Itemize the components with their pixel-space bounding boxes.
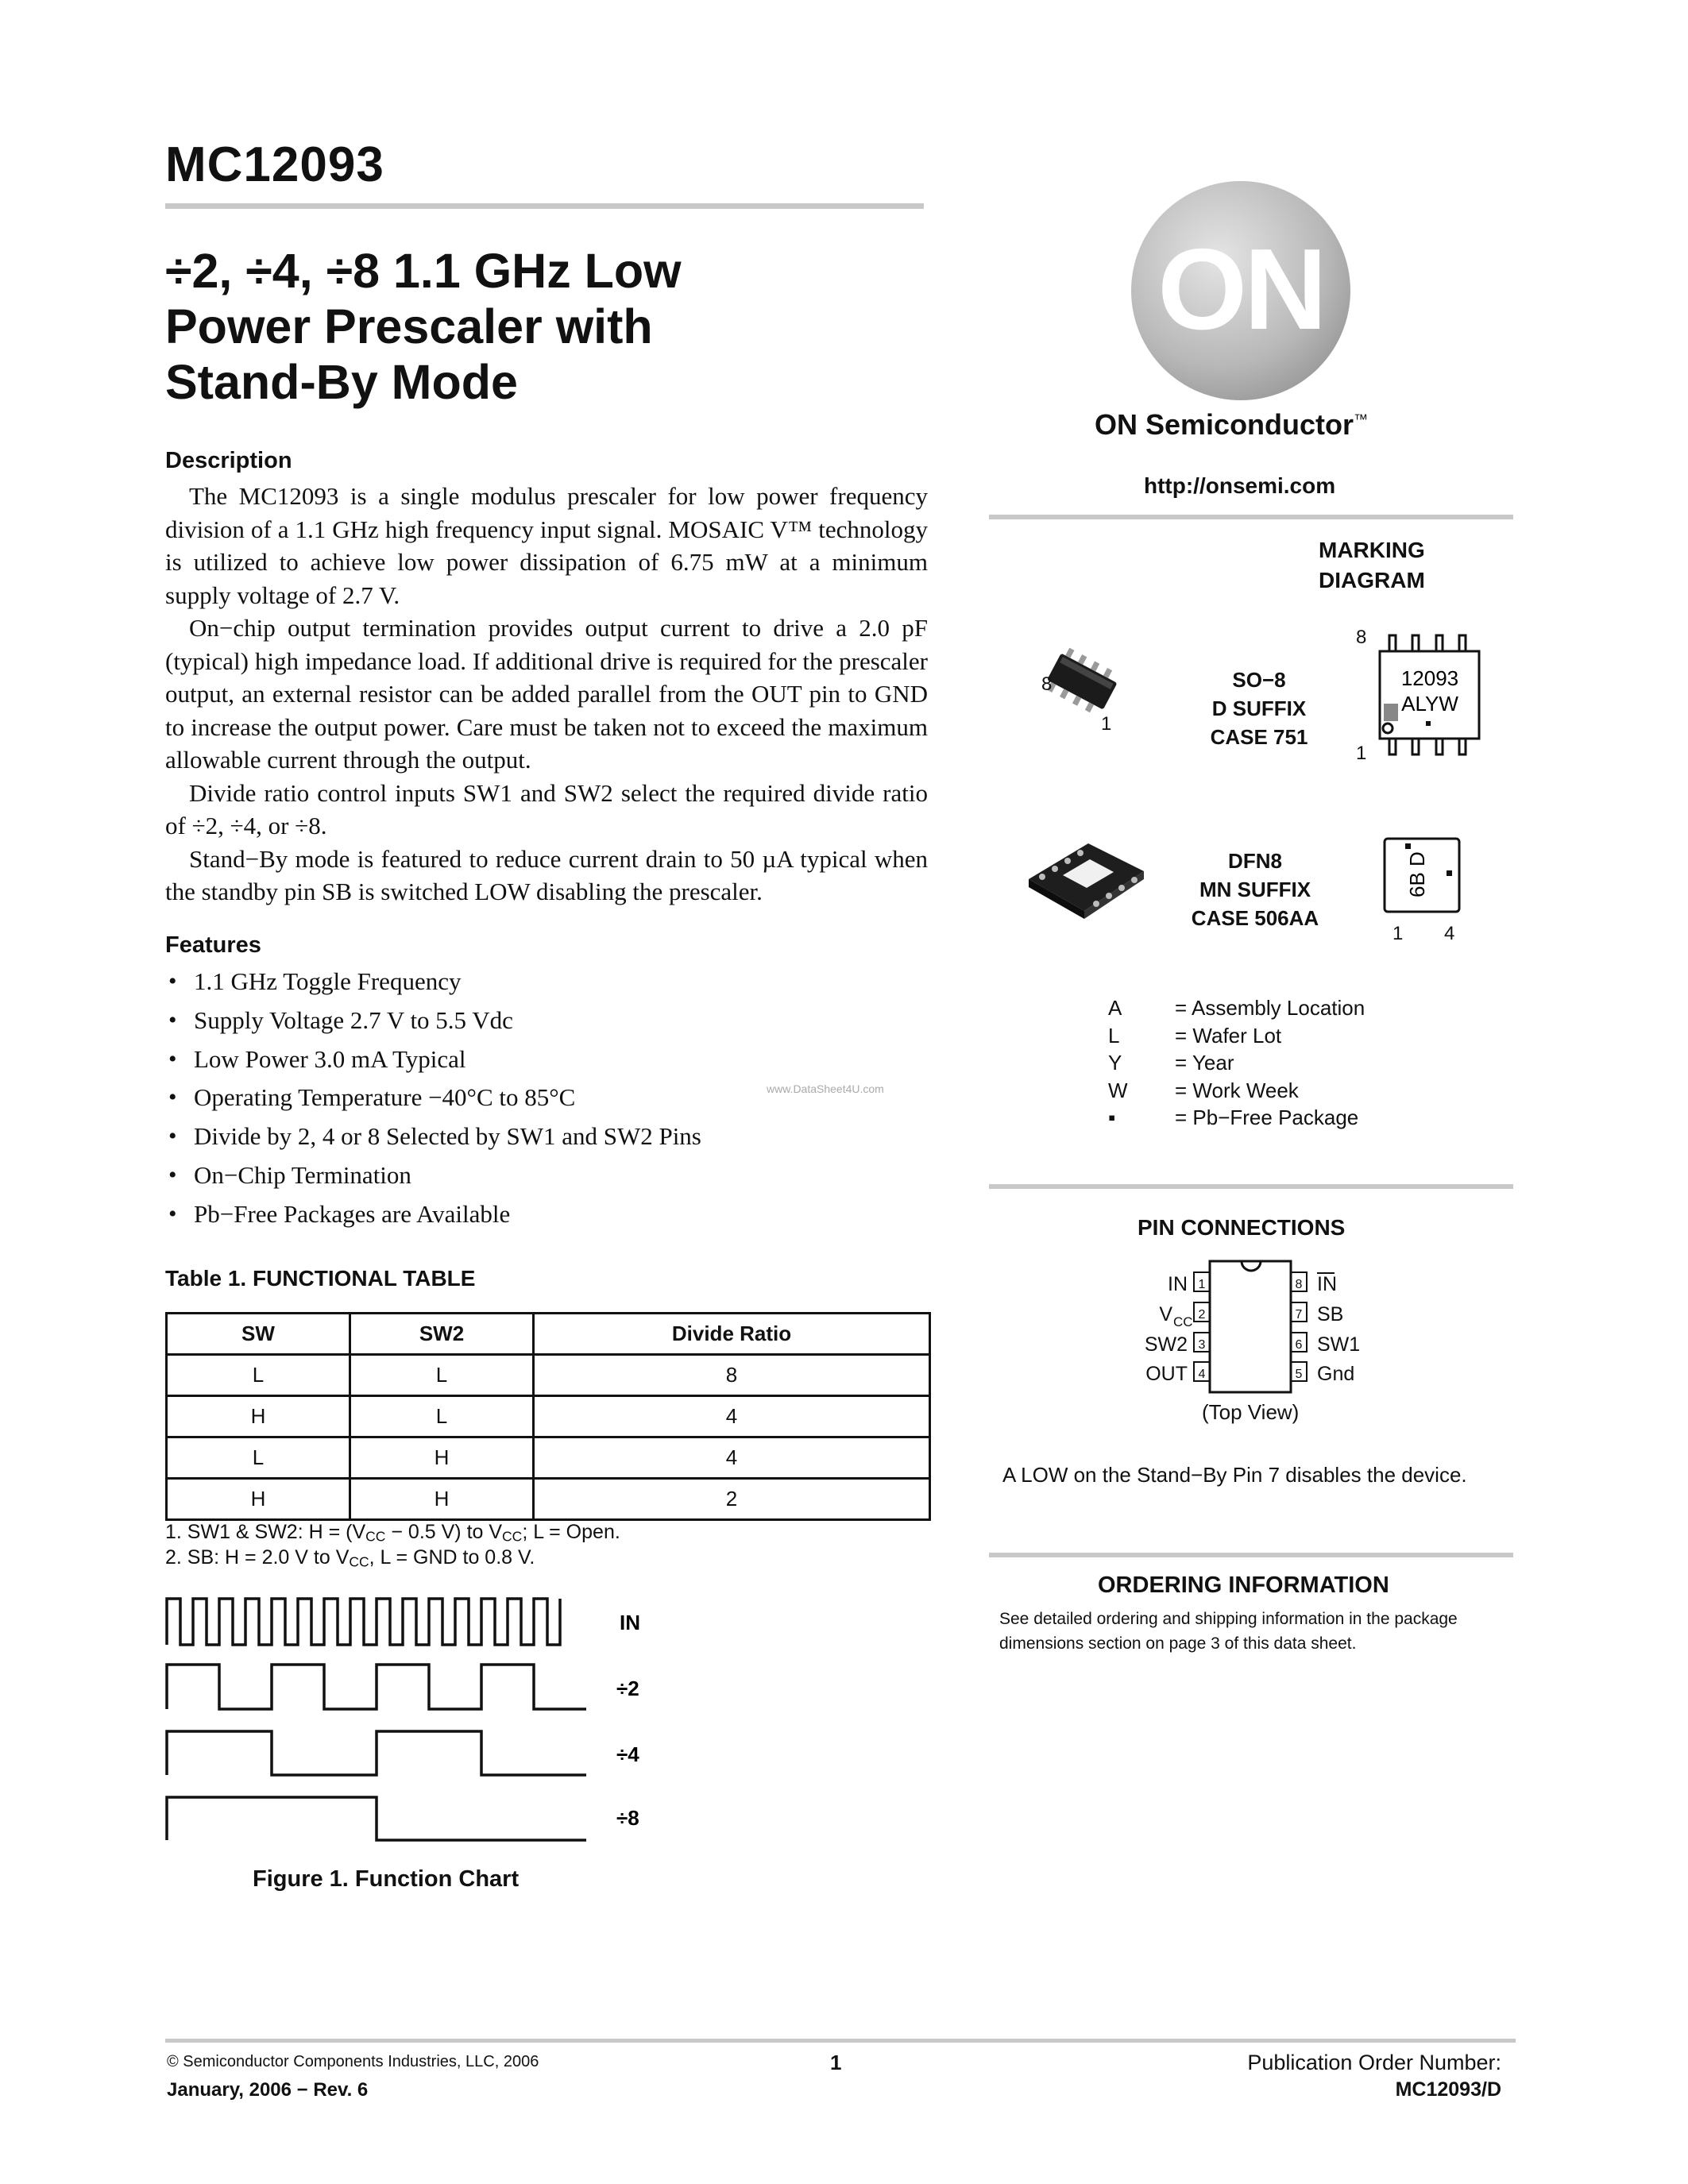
pin-number: 1	[1198, 1278, 1206, 1291]
waveform-label: ÷8	[616, 1806, 639, 1830]
legend-value: = Year	[1175, 1051, 1234, 1075]
so8-pin-label: 8	[1041, 673, 1053, 695]
ordering-info-title: ORDERING INFORMATION	[1098, 1572, 1389, 1598]
note-text: 2. SB: H = 2.0 V to V	[165, 1546, 350, 1569]
publication-label: Publication Order Number:	[1247, 2051, 1501, 2074]
pin-number: 8	[1295, 1278, 1303, 1291]
table-notes	[165, 1519, 620, 1570]
table-cell: L	[167, 1355, 350, 1396]
note-text: ; L = Open.	[522, 1521, 620, 1543]
legend-key: W	[1108, 1078, 1128, 1102]
dfn8-package-label	[1172, 847, 1338, 932]
waveform-div2	[167, 1665, 586, 1709]
copyright-text: © Semiconductor Components Industries, LLC, 2006	[167, 2053, 539, 2070]
features-heading: Features	[165, 932, 261, 958]
marking-code: ALYW	[1401, 692, 1458, 716]
legend-row	[1108, 1104, 1365, 1132]
pin-number: 4	[1198, 1368, 1206, 1381]
section-divider	[989, 1553, 1513, 1557]
waveform-div8	[167, 1797, 586, 1840]
marking-title-line: MARKING	[1319, 538, 1425, 562]
description-paragraph: On−chip output termination provides output current to drive a 2.0 pF (typical) high impedance load. If additional drive is required for the prescaler output, an external resistor can be added parallel from the OUT pin to GND to increase the output power. Care must be taken not to exceed the maximum allowable current through the output.	[165, 614, 928, 774]
note-text: , L = GND to 0.8 V.	[369, 1546, 535, 1569]
logo-text: ON	[1157, 225, 1324, 353]
table-row	[167, 1479, 930, 1520]
function-chart-figure	[159, 1592, 667, 1854]
company-name	[1095, 408, 1368, 442]
title-divider	[165, 203, 924, 209]
note-subscript: CC	[349, 1553, 369, 1570]
pin-number: 2	[1198, 1308, 1206, 1322]
marking-legend	[1108, 994, 1365, 1132]
column-header: SW	[167, 1314, 350, 1355]
feature-item: • Divide by 2, 4 or 8 Selected by SW1 and SW2 Pins	[168, 1119, 931, 1158]
table-row	[167, 1355, 930, 1396]
title-line: ÷2, ÷4, ÷8 1.1 GHz Low	[165, 244, 682, 298]
revision-date: January, 2006 − Rev. 6	[167, 2079, 369, 2101]
website-url[interactable]: http://onsemi.com	[1144, 473, 1336, 498]
table-cell: L	[350, 1355, 534, 1396]
legend-row	[1108, 994, 1365, 1022]
pin-name: SW2	[1144, 1333, 1188, 1356]
waveform-in	[167, 1599, 560, 1645]
legend-key: Y	[1108, 1051, 1122, 1075]
legend-value: = Assembly Location	[1175, 996, 1365, 1020]
waveform-label: IN	[620, 1611, 640, 1634]
pin-name: V	[1159, 1303, 1172, 1325]
pb-free-dot	[1426, 721, 1431, 726]
dfn8-pin-label: 1	[1393, 923, 1404, 944]
waveform-div4	[167, 1731, 586, 1775]
dfn8-package-icon	[1025, 835, 1148, 923]
top-view-label: (Top View)	[1202, 1400, 1300, 1424]
marking-pin-label: 1	[1356, 743, 1367, 764]
feature-item: • Low Power 3.0 mA Typical	[168, 1042, 931, 1081]
pin-connections-diagram	[1136, 1259, 1414, 1398]
pkg-label-line: MN SUFFIX	[1199, 878, 1311, 901]
pin-connections-title: PIN CONNECTIONS	[1138, 1215, 1346, 1240]
legend-value: = Pb−Free Package	[1175, 1106, 1359, 1129]
table-cell: H	[167, 1396, 350, 1437]
pkg-label-line: CASE 506AA	[1191, 906, 1319, 930]
table-cell: 8	[534, 1355, 930, 1396]
waveform-label: ÷4	[616, 1742, 639, 1766]
pin1-marker	[1384, 704, 1398, 721]
note-text: 1. SW1 & SW2: H = (V	[165, 1521, 366, 1543]
waveform-label: ÷2	[616, 1677, 639, 1700]
marking-pin-label: 8	[1356, 627, 1367, 648]
pin-number: 3	[1198, 1338, 1206, 1352]
description-body	[165, 480, 928, 909]
feature-item: • 1.1 GHz Toggle Frequency	[168, 964, 931, 1003]
section-divider	[989, 515, 1513, 519]
pin-name: OUT	[1145, 1363, 1188, 1385]
table-cell: 2	[534, 1479, 930, 1520]
feature-item: • Supply Voltage 2.7 V to 5.5 Vdc	[168, 1003, 931, 1042]
table-cell: 4	[534, 1396, 930, 1437]
pin-name: SB	[1317, 1303, 1344, 1325]
legend-key: A	[1108, 996, 1122, 1020]
table-header-row	[167, 1314, 930, 1355]
watermark-text: www.DataSheet4U.com	[767, 1082, 884, 1095]
on-semiconductor-logo	[1130, 179, 1352, 402]
pin-name: SW1	[1317, 1333, 1361, 1356]
legend-value: = Work Week	[1175, 1078, 1299, 1102]
pkg-label-line: SO−8	[1232, 668, 1286, 692]
legend-row	[1108, 1022, 1365, 1050]
table-cell: H	[350, 1479, 534, 1520]
pkg-label-line: DFN8	[1228, 849, 1282, 873]
dfn8-pin-label: 4	[1444, 923, 1455, 944]
figure-caption: Figure 1. Function Chart	[253, 1866, 520, 1892]
pkg-label-line: D SUFFIX	[1211, 696, 1307, 720]
trademark-symbol: ™	[1354, 411, 1369, 427]
note-subscript: CC	[365, 1528, 386, 1545]
table-row	[167, 1437, 930, 1479]
table-title: Table 1. FUNCTIONAL TABLE	[165, 1266, 476, 1291]
note-text: − 0.5 V) to V	[385, 1521, 503, 1543]
pin-name: IN	[1168, 1273, 1188, 1295]
standby-note: A LOW on the Stand−By Pin 7 disables the device.	[1002, 1463, 1467, 1487]
marking-diagram-title	[1319, 535, 1425, 596]
ordering-info-text: See detailed ordering and shipping information in the package dimensions section on page 3 of this data sheet.	[999, 1610, 1458, 1653]
company-text: ON Semiconductor	[1095, 408, 1354, 441]
description-heading: Description	[165, 448, 292, 473]
document-title	[165, 243, 928, 410]
dfn8-marking-diagram	[1378, 835, 1466, 923]
legend-key: L	[1108, 1023, 1120, 1048]
legend-value: = Wafer Lot	[1175, 1023, 1282, 1048]
table-cell: H	[167, 1479, 350, 1520]
description-paragraph: The MC12093 is a single modulus prescaler for low power frequency division of a 1.1 GHz high frequency input signal. MOSAIC V™ technology is utilized to achieve low power dissipation of 6.75 mW at a minimum supply voltage of 2.7 V.	[165, 482, 928, 609]
section-divider	[989, 1184, 1513, 1189]
features-list	[168, 964, 931, 1236]
so8-pin-label: 1	[1101, 713, 1112, 735]
pkg-label-line: CASE 751	[1210, 725, 1308, 749]
pb-free-dot	[1405, 843, 1411, 849]
legend-row	[1108, 1049, 1365, 1077]
pin-name: Gnd	[1317, 1363, 1355, 1385]
publication-number: MC12093/D	[1395, 2078, 1501, 2101]
feature-item: • On−Chip Termination	[168, 1158, 931, 1197]
table-cell: H	[350, 1437, 534, 1479]
pin1-marker	[1447, 870, 1452, 876]
feature-item: • Pb−Free Packages are Available	[168, 1197, 931, 1236]
description-paragraph: Stand−By mode is featured to reduce current drain to 50 µA typical when the standby pin SB is switched LOW disabling the prescaler.	[165, 844, 928, 905]
marking-title-line: DIAGRAM	[1319, 568, 1425, 592]
page-number: 1	[830, 2051, 842, 2074]
pin-name: IN	[1317, 1273, 1337, 1295]
feature-item: • Operating Temperature −40°C to 85°C	[168, 1080, 931, 1119]
table-cell: L	[167, 1437, 350, 1479]
column-header: SW2	[350, 1314, 534, 1355]
table-cell: L	[350, 1396, 534, 1437]
functional-table	[165, 1312, 931, 1521]
pin-number: 6	[1295, 1338, 1303, 1352]
description-paragraph: Divide ratio control inputs SW1 and SW2 select the required divide ratio of ÷2, ÷4, or ÷8.	[165, 778, 928, 839]
part-number-title: MC12093	[165, 137, 384, 192]
pin-name-subscript: CC	[1173, 1314, 1193, 1329]
so8-marking-diagram	[1370, 627, 1489, 766]
column-header: Divide Ratio	[534, 1314, 930, 1355]
marking-code: 12093	[1400, 666, 1459, 690]
title-line: Power Prescaler with	[165, 299, 653, 353]
footer-divider	[165, 2039, 1516, 2043]
so8-package-label	[1184, 666, 1335, 751]
pin-number: 7	[1295, 1308, 1303, 1322]
marking-code: 6B D	[1405, 851, 1429, 897]
title-line: Stand-By Mode	[165, 355, 518, 409]
note-subscript: CC	[502, 1528, 523, 1545]
table-cell: 4	[534, 1437, 930, 1479]
pin-number: 5	[1295, 1368, 1303, 1381]
legend-key: ▪	[1108, 1106, 1116, 1129]
legend-row	[1108, 1077, 1365, 1105]
table-note-1	[165, 1519, 620, 1545]
table-note-2	[165, 1545, 620, 1570]
table-row	[167, 1396, 930, 1437]
